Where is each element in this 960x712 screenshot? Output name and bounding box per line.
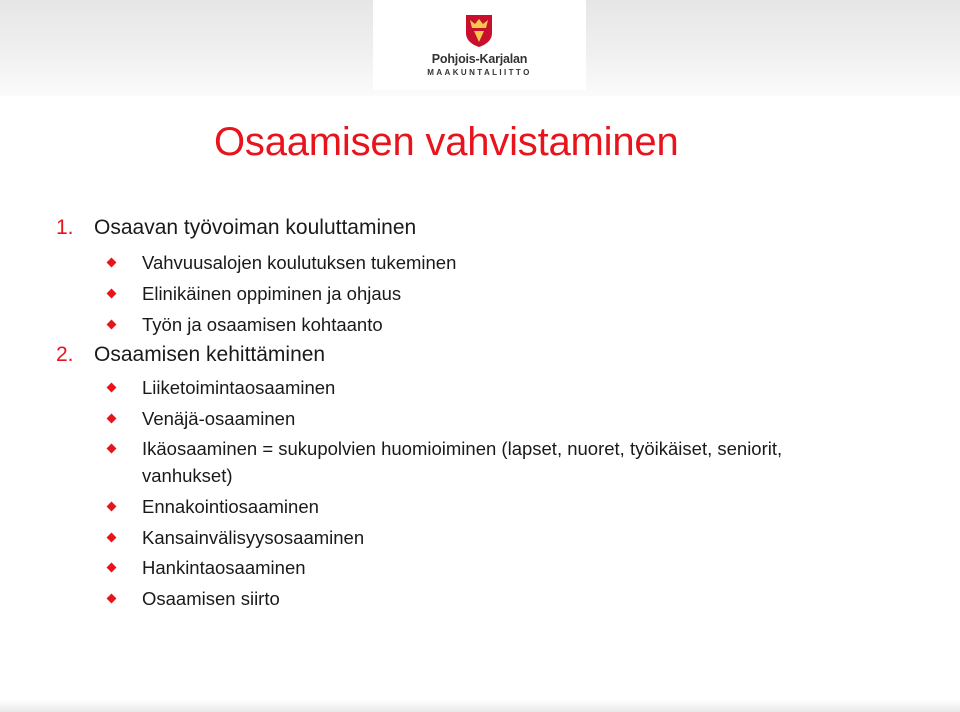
diamond-bullet-icon xyxy=(107,289,117,299)
list-item-text: Liiketoimintaosaaminen xyxy=(142,377,336,398)
list-item-text: Kansainvälisyysosaaminen xyxy=(142,527,365,548)
diamond-bullet-icon xyxy=(107,502,117,512)
section-heading-text: Osaamisen kehittäminen xyxy=(94,343,326,366)
list-item-text: Työn ja osaamisen kohtaanto xyxy=(142,314,383,335)
diamond-bullet-icon xyxy=(107,594,117,604)
section-heading-text: Osaavan työvoiman kouluttaminen xyxy=(94,216,417,239)
list-item-text: Ennakointiosaaminen xyxy=(142,496,319,517)
section-number: 2. xyxy=(56,343,74,366)
list-item-text: Vahvuusalojen koulutuksen tukeminen xyxy=(142,252,457,273)
list-item-text: Osaamisen siirto xyxy=(142,588,280,609)
diamond-bullet-icon xyxy=(107,383,117,393)
list-item-text: Venäjä-osaaminen xyxy=(142,408,296,429)
logo-subtitle: MAAKUNTALIITTO xyxy=(427,68,532,77)
logo xyxy=(373,0,586,90)
diamond-bullet-icon xyxy=(107,320,117,330)
section-heading xyxy=(56,216,416,240)
coat-of-arms-icon xyxy=(465,14,493,48)
slide-title: Osaamisen vahvistaminen xyxy=(214,120,679,164)
logo-name: Pohjois-Karjalan xyxy=(431,52,528,66)
diamond-bullet-icon xyxy=(107,258,117,268)
diamond-bullet-icon xyxy=(107,414,117,424)
diamond-bullet-icon xyxy=(107,444,117,454)
list-item-text: Elinikäinen oppiminen ja ohjaus xyxy=(142,283,402,304)
list-item-text: vanhukset) xyxy=(142,465,233,486)
section-number: 1. xyxy=(56,216,74,239)
diamond-bullet-icon xyxy=(107,533,117,543)
list-item-text: Ikäosaaminen = sukupolvien huomioiminen (lapset, nuoret, työikäiset, seniorit, xyxy=(142,438,783,459)
diamond-bullet-icon xyxy=(107,563,117,573)
footer-band xyxy=(0,700,960,712)
list-item-text: Hankintaosaaminen xyxy=(142,557,306,578)
section-heading xyxy=(56,343,325,367)
